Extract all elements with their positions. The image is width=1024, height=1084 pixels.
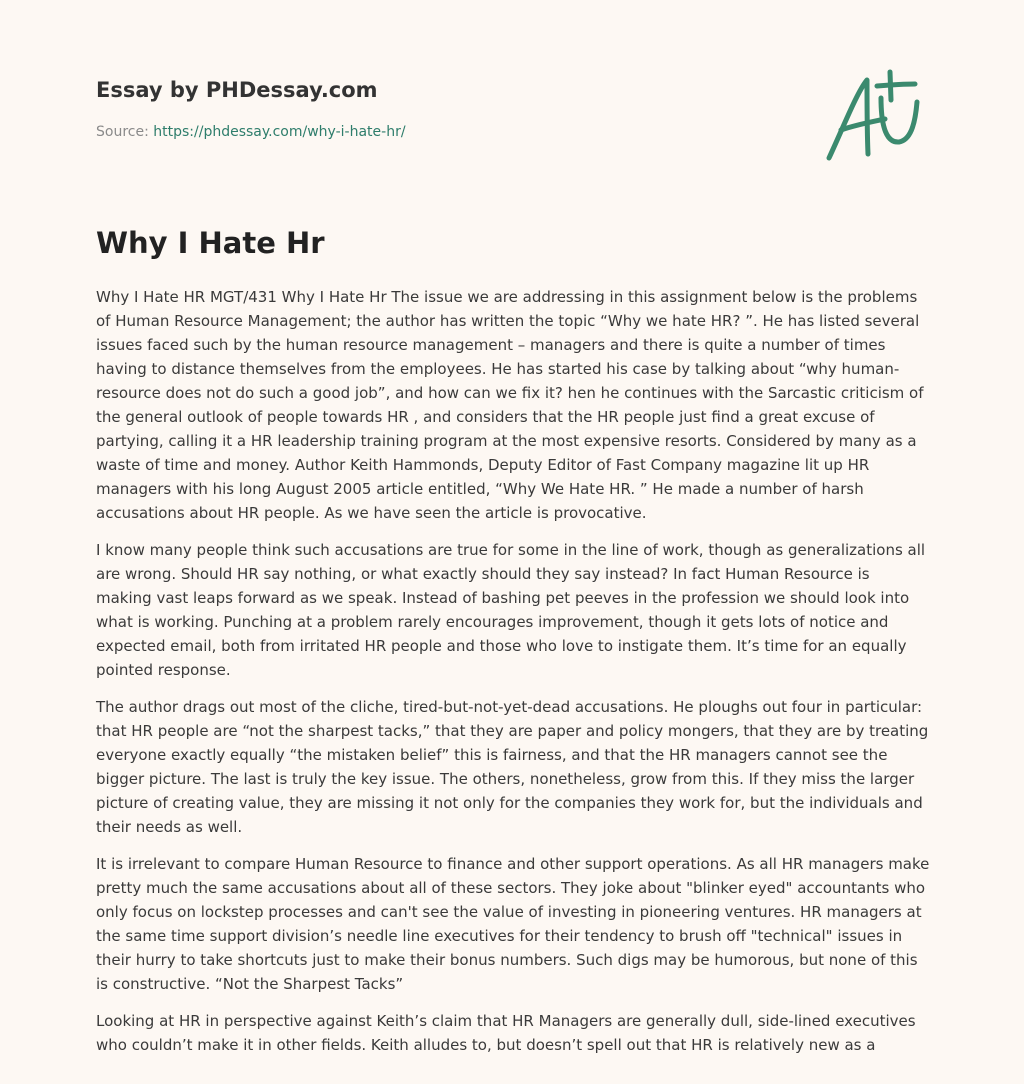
a-plus-logo-icon: [823, 68, 923, 164]
essay-paragraph: Looking at HR in perspective against Keith’s claim that HR Managers are generally dull, side-lined executives who couldn’t make it in other fields. Keith alludes to, but doesn’t spell out that HR is relatively new as a: [96, 1012, 916, 1054]
essay-paragraph: Why I Hate HR MGT/431 Why I Hate Hr The issue we are addressing in this assignment below is the problems of Human Resource Management; the author has written the topic “Why we hate HR? ”. He has listed several issues faced such by the human resource management – managers and there is quite a number of times having to distance themselves from the employees. He has started his case by talking about “why human-resource does not do such a good job”, and how can we fix it? hen he continues with the Sarcastic criticism of the general outlook of people towards HR , and considers that the HR people just find a great excuse of partying, calling it a HR leadership training program at the most expensive resorts. Considered by many as a waste of time and money. Author Keith Hammonds, Deputy Editor of Fast Company magazine lit up HR managers with his long August 2005 article entitled, “Why We Hate HR. ” He made a number of harsh accusations about HR people. As we have seen the article is provocative.: [96, 288, 924, 522]
essay-paragraph: It is irrelevant to compare Human Resource to finance and other support operations. As all HR managers make pretty much the same accusations about all of these sectors. They joke about "blinker eyed" accountants who only focus on lockstep processes and can't see the value of investing in pioneering ventures. HR managers at the same time support division’s needle line executives for their tendency to brush off "technical" issues in their hurry to take shortcuts just to make their bonus numbers. Such digs may be humorous, but none of this is constructive. “Not the Sharpest Tacks”: [96, 855, 930, 993]
page-header: [96, 0, 929, 200]
essay-paragraph: I know many people think such accusations are true for some in the line of work, though as generalizations all are wrong. Should HR say nothing, or what exactly should they say instead? In fact Human Resource is making vast leaps forward as we speak. Instead of bashing pet peeves in the profession we should look into what is working. Punching at a problem rarely encourages improvement, though it gets lots of notice and expected email, both from irritated HR people and those who love to instigate them. It’s time for an equally pointed response.: [96, 541, 926, 679]
source-line: [96, 124, 406, 140]
essay-paragraph: The author drags out most of the cliche, tired-but-not-yet-dead accusations. He ploughs out four in particular: that HR people are “not the sharpest tacks,” that they are paper and policy mongers, that they are by treating everyone exactly equally “the mistaken belief” this is fairness, and that the HR managers cannot see the bigger picture. The last is truly the key issue. The others, nonetheless, grow from this. If they miss the larger picture of creating value, they are missing it not only for the companies they work for, but the individuals and their needs as well.: [96, 698, 929, 836]
source-label: Source:: [96, 124, 149, 140]
source-link[interactable]: https://phdessay.com/why-i-hate-hr/: [153, 124, 406, 140]
essay-body: [96, 285, 930, 1070]
essay-title: Why I Hate Hr: [96, 226, 325, 260]
brand-title: Essay by PHDessay.com: [96, 78, 378, 102]
